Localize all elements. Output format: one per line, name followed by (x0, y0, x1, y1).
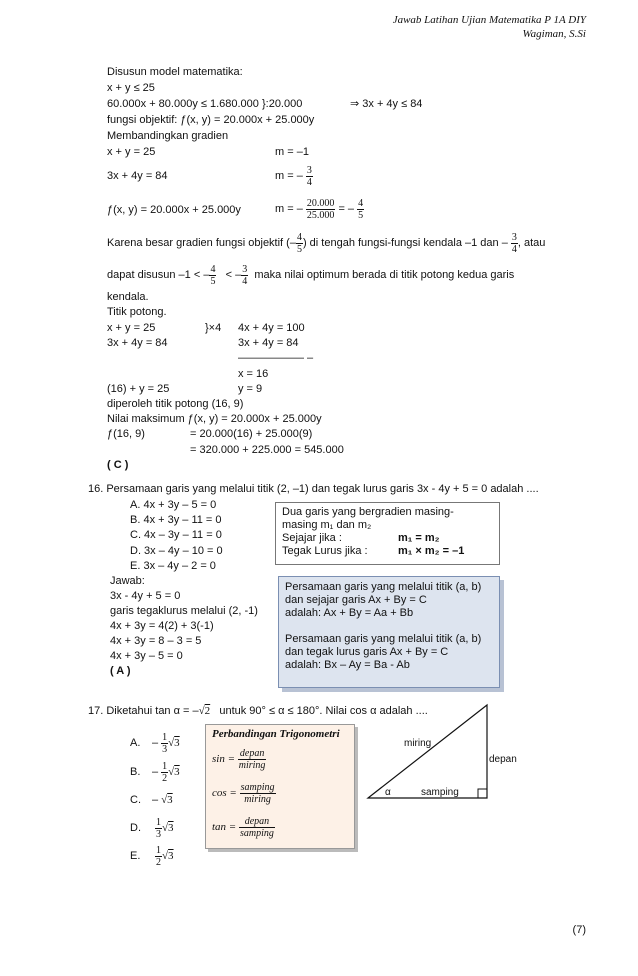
label-alpha: α (385, 787, 391, 798)
text-line: Titik potong. (107, 306, 167, 318)
text-line: Karena besar gradien fungsi objektif (– $\frac{4}{5}$ ) di tengah fungsi-fungsi kendala –1 dan – $\frac{3}{4}$ , atau (107, 231, 546, 255)
gradient-line: m = – $\frac{20.000}{25.000}$ = – $\frac{4}{5}$ (275, 197, 364, 221)
option-16-b: B. 4x + 3y – 11 = 0 (130, 514, 222, 526)
text-line: x = 16 (238, 368, 269, 380)
fraction: $\frac{4}{5}$ (358, 197, 364, 221)
text-line: garis tegaklurus melalui (2, -1) (110, 605, 258, 617)
fraction: $\frac{4}{5}$ (296, 231, 302, 255)
text-line: 3x + 4y = 84 (238, 337, 299, 349)
text-line: ƒ(16, 9) (107, 428, 145, 440)
text-line: 4x + 3y = 8 – 3 = 5 (110, 635, 202, 647)
label-samping: samping (421, 787, 459, 798)
option-17-d: D. $\frac{1}{3}$ √3 (130, 816, 174, 840)
text-line: 4x + 4y = 100 (238, 322, 305, 334)
text-line: Nilai maksimum ƒ(x, y) = 20.000x + 25.000y (107, 413, 322, 425)
text-line: Membandingkan gradien (107, 130, 229, 142)
text-line: 4x + 3y = 4(2) + 3(-1) (110, 620, 214, 632)
text-line: = 20.000(16) + 25.000(9) (190, 428, 313, 440)
fraction: $\frac{1}{3}$ (156, 816, 161, 840)
fraction: $\frac{3}{4}$ (511, 231, 517, 255)
fraction: $\frac{1}{3}$ (162, 731, 168, 755)
option-16-d: D. 3x – 4y – 10 = 0 (130, 545, 223, 557)
text-line: x + y ≤ 25 (107, 82, 155, 94)
question-16: 16. Persamaan garis yang melalui titik (2, –1) dan tegak lurus garis 3x - 4y + 5 = 0 adalah .... (88, 483, 539, 495)
option-16-a: A. 4x + 3y – 5 = 0 (130, 499, 217, 511)
fraction: $\frac{3}{4}$ (306, 164, 312, 188)
text-line: 3x - 4y + 5 = 0 (110, 590, 181, 602)
fraction: $\frac{1}{2}$ (156, 844, 161, 868)
label-miring: miring (404, 738, 432, 749)
answer-16: ( A ) (110, 665, 131, 677)
text-line: m = –1 (275, 146, 309, 158)
option-17-e: E. $\frac{1}{2}$ √3 (130, 844, 174, 868)
question-17: 17. Diketahui tan α = –√2 untuk 90° ≤ α ≤ 180°. Nilai cos α adalah .... (88, 705, 428, 717)
option-16-c: C. 4x – 3y – 11 = 0 (130, 529, 222, 541)
text-line: 3x + 4y = 84 (107, 170, 168, 182)
text-line: x + y = 25 (107, 146, 156, 158)
fraction: $\frac{20.000}{25.000}$ (306, 197, 335, 221)
fraction: $\frac{3}{4}$ (242, 263, 248, 287)
page-number: (7) (572, 924, 586, 936)
text-line: y = 9 (238, 383, 263, 395)
text-line: 3x + 4y = 84 (107, 337, 168, 349)
text-line: dapat disusun –1 < – $\frac{4}{5}$ < – $\frac{3}{4}$ maka nilai optimum berada di titik potong kedua garis (107, 263, 515, 287)
subtract-line: —————— – (238, 352, 314, 364)
text-line: (16) + y = 25 (107, 383, 170, 395)
label-depan: depan (489, 754, 517, 765)
fraction: $\frac{4}{5}$ (210, 263, 216, 287)
answer-15: ( C ) (107, 459, 129, 471)
text-line: kendala. (107, 291, 149, 303)
text-line: Disusun model matematika: (107, 66, 243, 78)
gradient-line (275, 161, 313, 191)
jawab-label: Jawab: (110, 575, 145, 587)
header-author: Wagiman, S.Si (522, 28, 586, 40)
trig-ratio-box: Perbandingan Trigonometri sin = $\frac{\text{depan}}{\text{miring}}$ cos = $\frac{\text{samping}}{\text{miring}}$ tan = $\frac{\text{depan}}{\text{samping}}$ (205, 724, 355, 849)
text-line: 4x + 3y – 5 = 0 (110, 650, 183, 662)
text-line: 60.000x + 80.000y ≤ 1.680.000 }:20.000 (107, 98, 303, 110)
text-line: = 320.000 + 225.000 = 545.000 (190, 444, 344, 456)
text-line: diperoleh titik potong (16, 9) (107, 398, 244, 410)
option-17-c: C. – √3 (130, 794, 173, 806)
text-line: m = – (275, 170, 303, 182)
text-line: x + y = 25 (107, 322, 156, 334)
option-17-a: A. – $\frac{1}{3}$ √3 (130, 731, 180, 755)
option-17-b: B. – $\frac{1}{2}$ √3 (130, 760, 180, 784)
header-title: Jawab Latihan Ujian Matematika P 1A DIY (392, 14, 586, 26)
text-line: ⇒ 3x + 4y ≤ 84 (350, 98, 423, 110)
text-line: ƒ(x, y) = 20.000x + 25.000y (107, 204, 241, 216)
text-line: }×4 (205, 322, 222, 334)
line-equation-box: Persamaan garis yang melalui titik (a, b) dan sejajar garis Ax + By = C adalah: Ax + By = Aa + Bb Persamaan garis yang melalui titik (a, b) dan tegak lurus garis Ax + By = C adalah: Bx – Ay = Ba - Ab (278, 576, 500, 688)
option-16-e: E. 3x – 4y – 2 = 0 (130, 560, 216, 572)
text-line: fungsi objektif: ƒ(x, y) = 20.000x + 25.000y (107, 114, 315, 126)
fraction: $\frac{1}{2}$ (162, 760, 168, 784)
gradient-rule-box: Dua garis yang bergradien masing- masing m₁ dan m₂ Sejajar jika : m₁ = m₂ Tegak Lurus jika : m₁ × m₂ = –1 (275, 502, 500, 565)
